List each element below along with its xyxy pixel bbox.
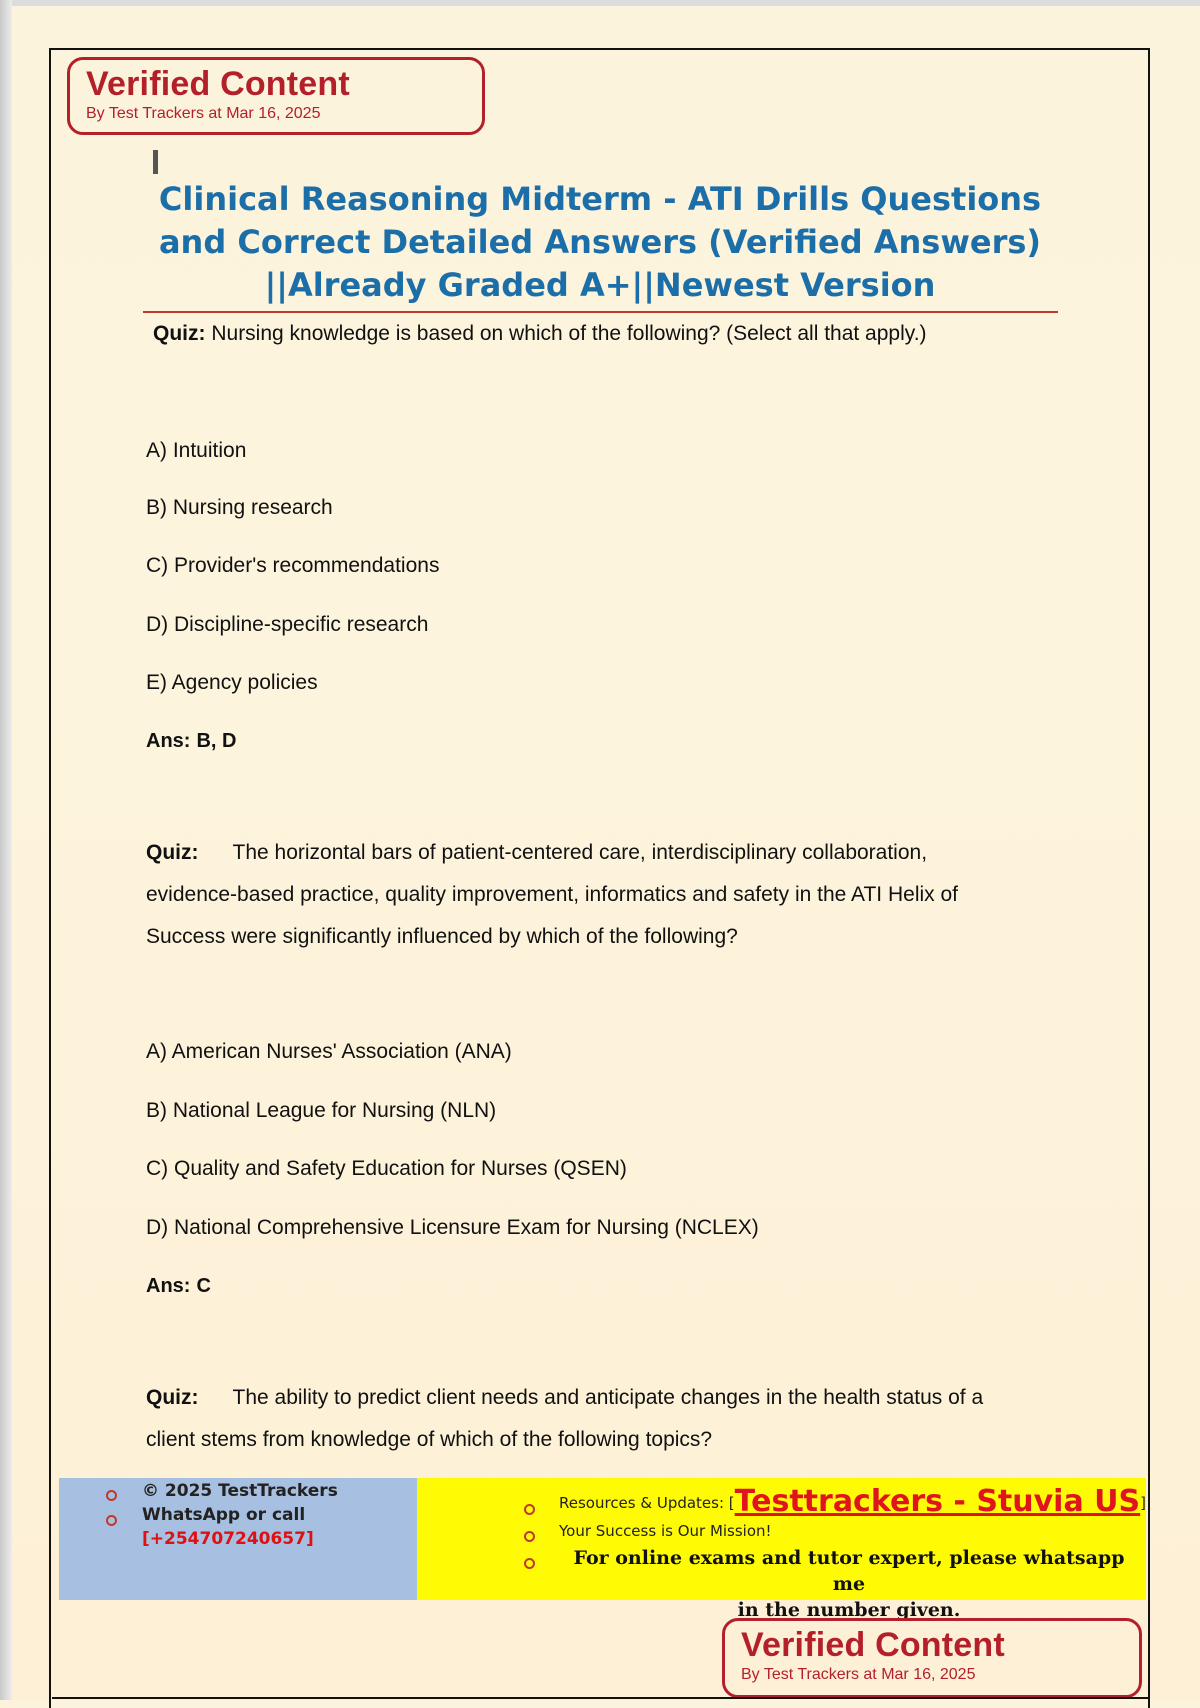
question-3-prompt bbox=[146, 1377, 1046, 1461]
resources-link[interactable]: Testtrackers - Stuvia US bbox=[734, 1484, 1141, 1519]
q2-answer bbox=[146, 1275, 211, 1298]
quiz-label: Quiz: bbox=[146, 1386, 199, 1409]
q1-option-e: E) Agency policies bbox=[146, 671, 318, 694]
question-2-line-1: The horizontal bars of patient-centered care, interdisciplinary collaboration, bbox=[232, 841, 928, 864]
q1-option-b: B) Nursing research bbox=[146, 496, 333, 519]
q1-option-a: A) Intuition bbox=[146, 439, 247, 462]
quiz-label: Quiz: bbox=[146, 841, 199, 864]
resources-close: ] bbox=[1140, 1494, 1146, 1512]
text-cursor-mark bbox=[153, 150, 158, 174]
bullet-icon bbox=[524, 1531, 535, 1542]
footer-resources bbox=[559, 1484, 1146, 1519]
resources-label: Resources & Updates: [ bbox=[559, 1494, 735, 1512]
footer-phone[interactable]: [+254707240657] bbox=[142, 1529, 314, 1549]
question-1-text: Nursing knowledge is based on which of the following? (Select all that apply.) bbox=[211, 322, 927, 345]
tutor-line-2: in the number given. bbox=[737, 1599, 961, 1621]
question-1-prompt bbox=[153, 318, 1053, 350]
question-3-line-2: client stems from knowledge of which of the following topics? bbox=[146, 1428, 713, 1451]
q2-answer-value: C bbox=[196, 1275, 211, 1297]
footer-banner bbox=[59, 1478, 1146, 1621]
title-line-2: and Correct Detailed Answers (Verified Answers) bbox=[158, 223, 1042, 261]
q2-option-c: C) Quality and Safety Education for Nurses (QSEN) bbox=[146, 1157, 627, 1180]
stamp-title: Verified Content bbox=[741, 1626, 1005, 1664]
ans-label: Ans: bbox=[146, 730, 191, 752]
question-2-line-2: evidence-based practice, quality improvement, informatics and safety in the ATI Helix of bbox=[146, 883, 958, 906]
q2-option-a: A) American Nurses' Association (ANA) bbox=[146, 1040, 512, 1063]
q1-answer bbox=[146, 730, 236, 753]
viewer-left-edge bbox=[0, 0, 12, 1700]
footer-copyright: © 2025 TestTrackers bbox=[142, 1481, 338, 1501]
q1-option-c: C) Provider's recommendations bbox=[146, 554, 440, 577]
stamp-byline: By Test Trackers at Mar 16, 2025 bbox=[741, 1666, 976, 1683]
viewer-top-edge bbox=[0, 0, 1200, 6]
q2-option-d: D) National Comprehensive Licensure Exam for Nursing (NCLEX) bbox=[146, 1216, 759, 1239]
verified-stamp-bottom bbox=[722, 1618, 1142, 1698]
stamp-title: Verified Content bbox=[86, 65, 350, 103]
q1-option-d: D) Discipline-specific research bbox=[146, 613, 429, 636]
footer-info-panel bbox=[417, 1478, 1146, 1621]
verified-stamp-top bbox=[67, 57, 485, 135]
q1-answer-value: B, D bbox=[196, 730, 237, 752]
stamp-byline: By Test Trackers at Mar 16, 2025 bbox=[86, 105, 321, 122]
question-2-line-3: Success were significantly influenced by which of the following? bbox=[146, 925, 738, 948]
title-underline bbox=[143, 311, 1058, 313]
document-title bbox=[140, 178, 1060, 307]
tutor-line-1: For online exams and tutor expert, please whatsapp me bbox=[573, 1547, 1125, 1595]
page-bottom-rule bbox=[52, 1697, 1149, 1699]
bullet-icon bbox=[106, 1515, 117, 1526]
q2-option-b: B) National League for Nursing (NLN) bbox=[146, 1099, 497, 1122]
footer-whatsapp-label: WhatsApp or call bbox=[142, 1505, 306, 1525]
title-line-1: Clinical Reasoning Midterm - ATI Drills Questions bbox=[158, 180, 1042, 218]
footer-contact-panel bbox=[59, 1478, 417, 1600]
bullet-icon bbox=[106, 1490, 117, 1501]
footer-tutor-note bbox=[559, 1545, 1139, 1623]
bullet-icon bbox=[524, 1504, 535, 1515]
quiz-label: Quiz: bbox=[153, 322, 206, 345]
question-3-line-1: The ability to predict client needs and anticipate changes in the health status of a bbox=[232, 1386, 984, 1409]
footer-mission: Your Success is Our Mission! bbox=[559, 1522, 772, 1540]
question-2-prompt bbox=[146, 832, 1046, 958]
bullet-icon bbox=[524, 1558, 535, 1569]
ans-label: Ans: bbox=[146, 1275, 191, 1297]
title-line-3: ||Already Graded A+||Newest Version bbox=[264, 266, 936, 304]
